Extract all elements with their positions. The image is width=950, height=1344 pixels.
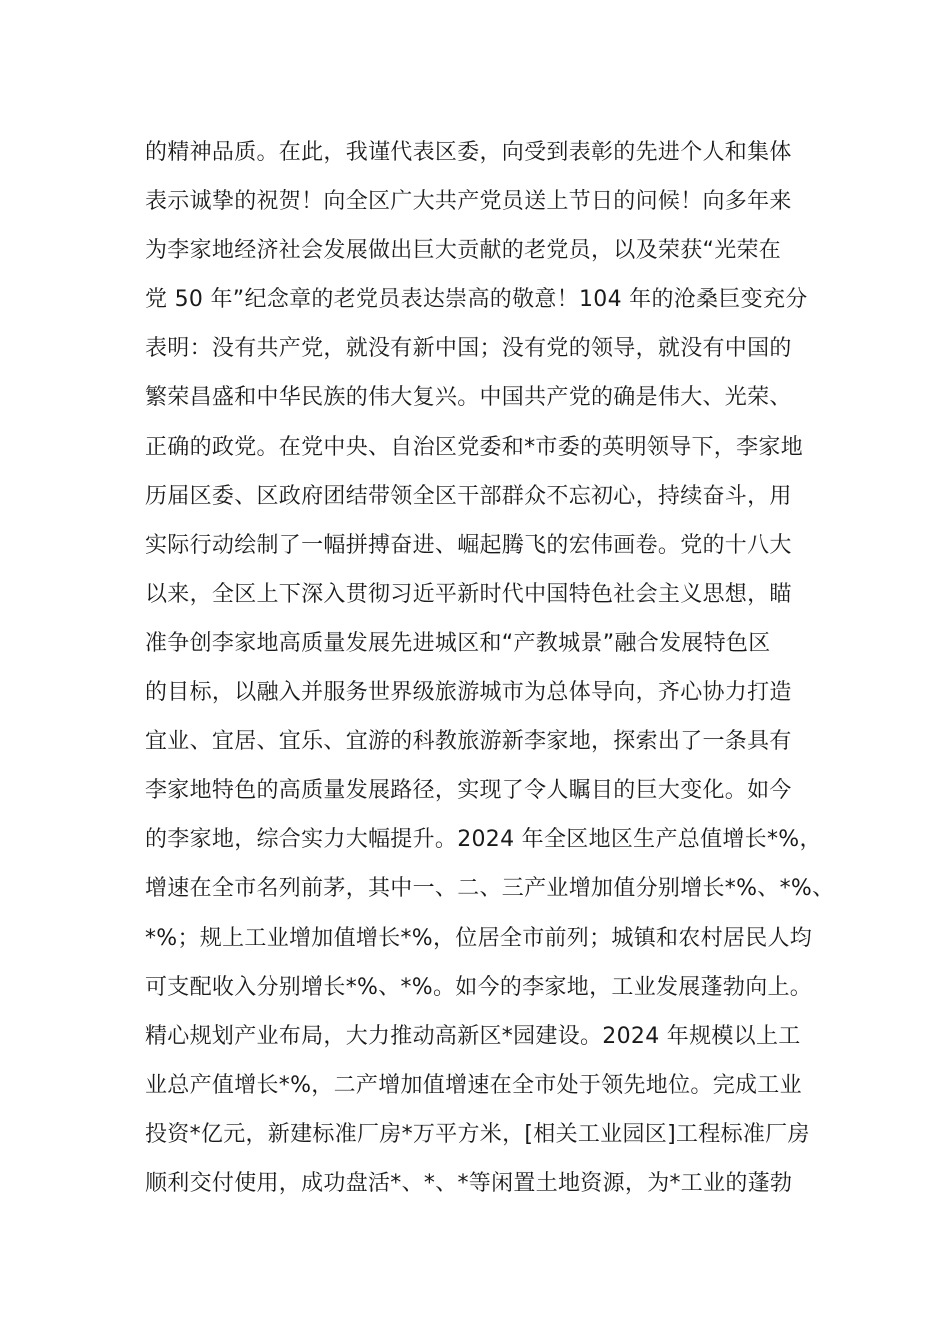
text-line: 表明：没有共产党，就没有新中国；没有党的领导，就没有中国的 [145,336,792,362]
text-line: 正确的政党。在党中央、自治区党委和*市委的英明领导下，李家地 [145,434,804,460]
text-line: 为李家地经济社会发展做出巨大贡献的老党员，以及荣获“光荣在 [145,238,782,264]
text-line: 繁荣昌盛和中华民族的伟大复兴。中国共产党的确是伟大、光荣、 [145,385,792,411]
text-line: *%；规上工业增加值增长*%，位居全市前列；城镇和农村居民人均 [145,925,813,951]
text-line: 的精神品质。在此，我谨代表区委，向受到表彰的先进个人和集体 [145,140,792,165]
text-line: 表示诚挚的祝贺！向全区广大共产党员送上节日的问候！向多年来 [145,189,792,215]
text-line: 顺利交付使用，成功盘活*、*、*等闲置土地资源，为*工业的蓬勃 [145,1170,793,1196]
text-line: 历届区委、区政府团结带领全区干部群众不忘初心，持续奋斗，用 [145,483,792,509]
text-line: 党 50 年”纪念章的老党员表达崇高的敬意！104 年的沧桑巨变充分 [145,287,808,313]
body-paragraph [145,128,835,1208]
text-line: 以来，全区上下深入贯彻习近平新时代中国特色社会主义思想，瞄 [145,581,792,607]
text-line: 的李家地，综合实力大幅提升。2024 年全区地区生产总值增长*%， [145,827,822,853]
text-line: 准争创李家地高质量发展先进城区和“产教城景”融合发展特色区 [145,630,771,656]
text-line: 增速在全市名列前茅，其中一、二、三产业增加值分别增长*%、*%、 [145,876,835,902]
text-line: 李家地特色的高质量发展路径，实现了令人瞩目的巨大变化。如今 [145,778,792,804]
text-line: 的目标，以融入并服务世界级旅游城市为总体导向，齐心协力打造 [145,680,792,706]
text-line: 可支配收入分别增长*%、*%。如今的李家地，工业发展蓬勃向上。 [145,974,813,1000]
text-line: 宜业、宜居、宜乐、宜游的科教旅游新李家地，探索出了一条具有 [145,729,792,755]
text-line: 投资*亿元，新建标准厂房*万平方米，[相关工业园区]工程标准厂房 [145,1121,810,1147]
text-line: 业总产值增长*%，二产增加值增速在全市处于领先地位。完成工业 [145,1072,802,1098]
text-line: 实际行动绘制了一幅拼搏奋进、崛起腾飞的宏伟画卷。党的十八大 [145,532,792,558]
text-line: 精心规划产业布局，大力推动高新区*园建设。2024 年规模以上工 [145,1023,801,1049]
